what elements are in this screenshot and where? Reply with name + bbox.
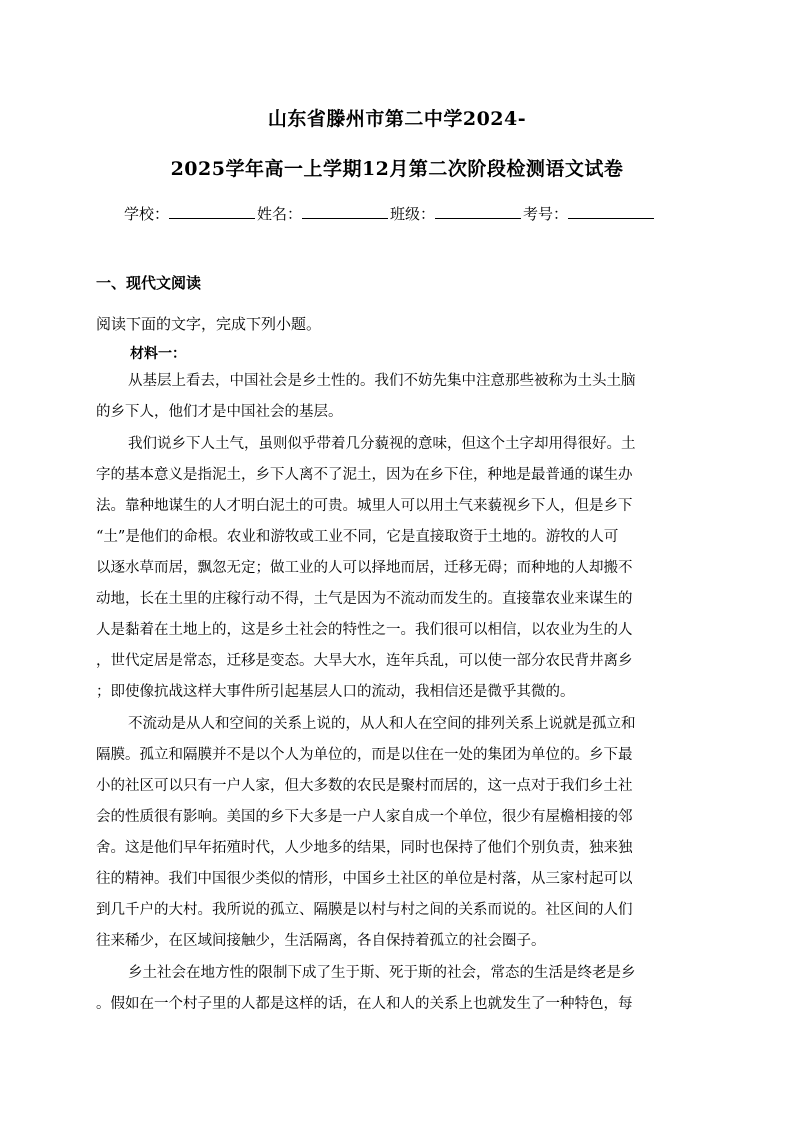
text-line: 往来稀少，在区域间接触少，生活隔离，各自保持着孤立的社会圈子。 <box>96 933 546 949</box>
exam-title-line-1: 山东省滕州市第二中学2024- <box>267 108 527 130</box>
exam-title-line-2: 2025学年高一上学期12月第二次阶段检测语文试卷 <box>170 158 624 180</box>
text-line: 人是黏着在土地上的，这是乡土社会的特性之一。我们很可以相信，以农业为生的人 <box>96 622 633 638</box>
exam-number-blank[interactable] <box>568 204 654 219</box>
text-line: 从基层上看去，中国社会是乡土性的。我们不妨先集中注意那些被称为土头土脑 <box>128 373 636 389</box>
text-line: 隔膜。孤立和隔膜并不是以个人为单位的，而是以住在一处的集团为单位的。乡下最 <box>96 747 633 763</box>
name-label: 姓名： <box>257 205 303 223</box>
text-line: 字的基本意义是指泥土，乡下人离不了泥土，因为在乡下住，种地是最普通的谋生办 <box>96 467 633 483</box>
section-heading: 一、现代文阅读 <box>96 274 202 292</box>
reading-instruction: 阅读下面的文字，完成下列小题。 <box>96 315 322 333</box>
text-line: 乡土社会在地方性的限制下成了生于斯、死于斯的社会，常态的生活是终老是乡 <box>128 965 636 981</box>
exam-number-label: 考号： <box>523 205 569 223</box>
name-blank[interactable] <box>302 204 388 219</box>
class-blank[interactable] <box>435 204 521 219</box>
text-line: 以逐水草而居，飘忽无定；做工业的人可以择地而居，迁移无碍；而种地的人却搬不 <box>96 560 633 576</box>
text-line: 舍。这是他们早年拓殖时代，人少地多的结果，同时也保持了他们个别负责，独来独 <box>96 840 633 856</box>
text-line: 会的性质很有影响。美国的乡下大多是一户人家自成一个单位，很少有屋檐相接的邻 <box>96 809 633 825</box>
text-line: “土”是他们的命根。农业和游牧或工业不同，它是直接取资于土地的。游牧的人可 <box>96 529 619 545</box>
text-line: ；即使像抗战这样大事件所引起基层人口的流动，我相信还是微乎其微的。 <box>96 684 575 700</box>
class-label: 班级： <box>390 205 436 223</box>
student-info-fields <box>124 203 684 224</box>
text-line: 不流动是从人和空间的关系上说的，从人和人在空间的排列关系上说就是孤立和 <box>128 716 636 732</box>
material-label: 材料一： <box>130 346 186 362</box>
text-line: 。假如在一个村子里的人都是这样的话，在人和人的关系上也就发生了一种特色，每 <box>96 996 633 1012</box>
text-line: 我们说乡下人土气，虽则似乎带着几分藐视的意味，但这个土字却用得很好。土 <box>128 436 636 452</box>
text-line: 到几千户的大村。我所说的孤立、隔膜是以村与村之间的关系而说的。社区间的人们 <box>96 902 633 918</box>
text-line: ，世代定居是常态，迁移是变态。大旱大水，连年兵乱，可以使一部分农民背井离乡 <box>96 653 633 669</box>
text-line: 往的精神。我们中国很少类似的情形，中国乡土社区的单位是村落，从三家村起可以 <box>96 871 633 887</box>
text-line: 的乡下人，他们才是中国社会的基层。 <box>96 404 343 420</box>
school-blank[interactable] <box>169 204 255 219</box>
text-line: 小的社区可以只有一户人家，但大多数的农民是聚村而居的，这一点对于我们乡土社 <box>96 778 633 794</box>
school-label: 学校： <box>124 205 170 223</box>
text-line: 法。靠种地谋生的人才明白泥土的可贵。城里人可以用土气来藐视乡下人，但是乡下 <box>96 498 633 514</box>
text-line: 动地，长在土里的庄稼行动不得，土气是因为不流动而发生的。直接靠农业来谋生的 <box>96 591 633 607</box>
